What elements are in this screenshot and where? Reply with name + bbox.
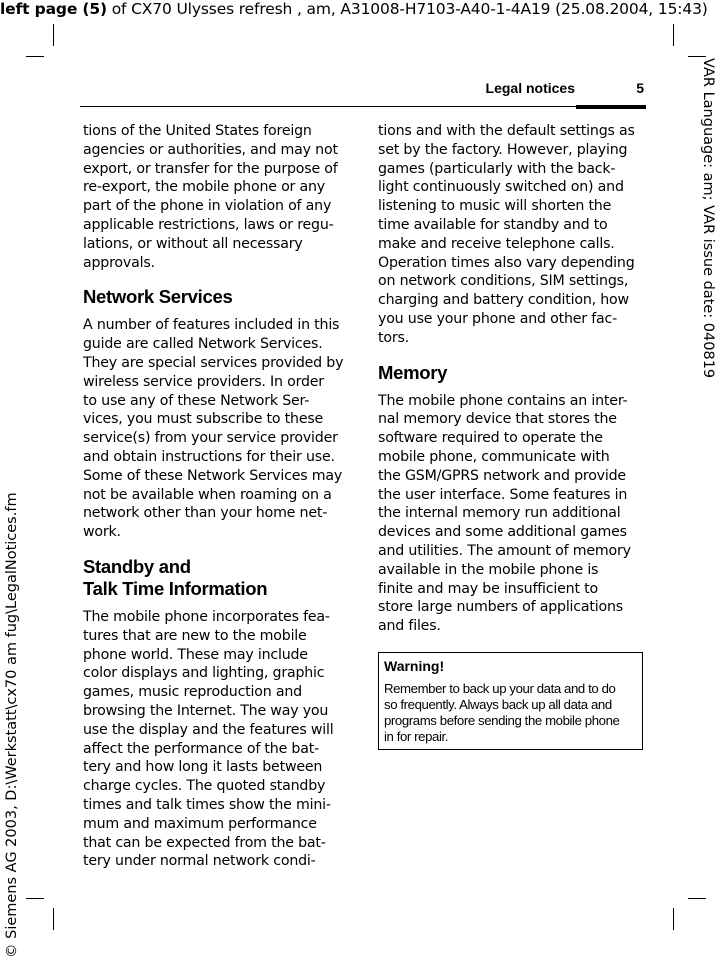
- print-header: [0, 0, 725, 18]
- standby-talk-time-heading: [83, 556, 349, 600]
- text-line: make and receive telephone calls.: [378, 235, 615, 252]
- text-line: tery and how long it lasts between: [83, 759, 323, 776]
- text-line: lations, or without all necessary: [83, 235, 303, 252]
- text-line: tures that are new to the mobile: [83, 627, 307, 644]
- text-line: The mobile phone incorporates fea-: [83, 608, 330, 625]
- crop-mark: [688, 56, 706, 57]
- text-line: Some of these Network Services may: [83, 467, 343, 484]
- crop-mark: [26, 898, 44, 899]
- text-line: and files.: [378, 618, 441, 635]
- heading-line: Standby and: [83, 555, 191, 577]
- text-line: approvals.: [83, 254, 155, 271]
- text-line: games, music reproduction and: [83, 684, 302, 701]
- page-number: 5: [636, 80, 644, 96]
- text-line: in for repair.: [384, 729, 449, 744]
- page-header-title: Legal notices: [485, 80, 575, 96]
- warning-box: [378, 652, 643, 750]
- text-line: and utilities. The amount of memory: [378, 542, 631, 559]
- right-column: [378, 122, 644, 636]
- text-line: that can be expected from the bat-: [83, 834, 326, 851]
- text-line: charge cycles. The quoted standby: [83, 778, 326, 795]
- text-line: to use any of these Network Ser-: [83, 392, 310, 409]
- text-line: tions and with the default settings as: [378, 123, 635, 139]
- warning-title: Warning!: [384, 658, 445, 674]
- text-line: games (particularly with the back-: [378, 160, 616, 177]
- text-line: part of the phone in violation of any: [83, 198, 332, 215]
- intro-paragraph: [83, 122, 349, 272]
- crop-mark: [53, 908, 54, 930]
- text-line: Remember to back up your data and to do: [384, 681, 616, 696]
- page-header-tab: [576, 105, 646, 109]
- text-line: browsing the Internet. The way you: [83, 702, 329, 719]
- text-line: service(s) from your service provider: [83, 430, 338, 447]
- text-line: so frequently. Always back up all data and: [384, 697, 612, 712]
- text-line: time available for standby and to: [378, 216, 608, 233]
- text-line: work.: [83, 524, 121, 541]
- text-line: mobile phone, communicate with: [378, 448, 610, 465]
- text-line: mum and maximum performance: [83, 815, 317, 832]
- text-line: devices and some additional games: [378, 524, 627, 541]
- memory-paragraph: [378, 392, 644, 636]
- text-line: on network conditions, SIM settings,: [378, 273, 629, 290]
- print-header-details: of CX70 Ulysses refresh , am, A31008-H7103-A40-1-4A19 (25.08.2004, 15:43): [106, 0, 708, 18]
- text-line: The mobile phone contains an inter-: [378, 392, 628, 409]
- text-line: set by the factory. However, playing: [378, 141, 628, 158]
- text-line: affect the performance of the bat-: [83, 740, 320, 757]
- network-services-paragraph: [83, 316, 349, 542]
- crop-mark: [53, 24, 54, 46]
- text-line: nal memory device that stores the: [378, 411, 617, 428]
- text-line: Operation times also vary depending: [378, 254, 635, 271]
- text-line: re-export, the mobile phone or any: [83, 179, 325, 196]
- text-line: applicable restrictions, laws or regu-: [83, 216, 334, 233]
- text-line: the internal memory run additional: [378, 505, 621, 522]
- text-line: They are special services provided by: [83, 354, 344, 371]
- crop-mark: [26, 56, 44, 57]
- text-line: programs before sending the mobile phone: [384, 713, 620, 728]
- text-line: the user interface. Some features in: [378, 486, 628, 503]
- network-services-heading: Network Services: [83, 286, 233, 308]
- text-line: agencies or authorities, and may not: [83, 141, 338, 158]
- text-line: wireless service providers. In order: [83, 373, 324, 390]
- heading-line: Talk Time Information: [83, 577, 268, 599]
- standby-continued-paragraph: [378, 122, 644, 348]
- text-line: phone world. These may include: [83, 646, 308, 663]
- text-line: export, or transfer for the purpose of: [83, 160, 338, 177]
- side-note-language: VAR Language: am; VAR issue date: 040819: [700, 58, 716, 379]
- text-line: you use your phone and other fac-: [378, 310, 618, 327]
- text-line: guide are called Network Services.: [83, 336, 323, 353]
- text-line: use the display and the features will: [83, 721, 334, 738]
- text-line: light continuously switched on) and: [378, 179, 624, 196]
- left-column: [83, 122, 349, 871]
- text-line: color displays and lighting, graphic: [83, 665, 325, 682]
- text-line: times and talk times show the mini-: [83, 796, 331, 813]
- text-line: charging and battery condition, how: [378, 292, 629, 309]
- text-line: finite and may be insufficient to: [378, 580, 598, 597]
- standby-talk-time-paragraph: [83, 608, 349, 871]
- text-line: tions of the United States foreign: [83, 123, 312, 139]
- text-line: A number of features included in this: [83, 317, 340, 334]
- crop-mark: [688, 898, 706, 899]
- text-line: vices, you must subscribe to these: [83, 411, 324, 428]
- text-line: tery under normal network condi-: [83, 853, 316, 870]
- crop-mark: [673, 908, 674, 930]
- text-line: network other than your home net-: [83, 505, 328, 522]
- text-line: listening to music will shorten the: [378, 198, 612, 215]
- side-note-copyright: © Siemens AG 2003, D:\Werkstatt\cx70 am fug\LegalNotices.fm: [4, 492, 20, 958]
- crop-mark: [673, 24, 674, 46]
- text-line: software required to operate the: [378, 430, 603, 447]
- text-line: the GSM/GPRS network and provide: [378, 467, 626, 484]
- text-line: store large numbers of applications: [378, 599, 623, 616]
- text-line: tors.: [378, 329, 409, 346]
- text-line: available in the mobile phone is: [378, 561, 599, 578]
- print-header-page: left page (5): [0, 0, 107, 18]
- warning-text: [384, 681, 637, 745]
- text-line: not be available when roaming on a: [83, 486, 332, 503]
- memory-heading: Memory: [378, 361, 448, 383]
- page-header: [80, 78, 646, 107]
- text-line: and obtain instructions for their use.: [83, 448, 335, 465]
